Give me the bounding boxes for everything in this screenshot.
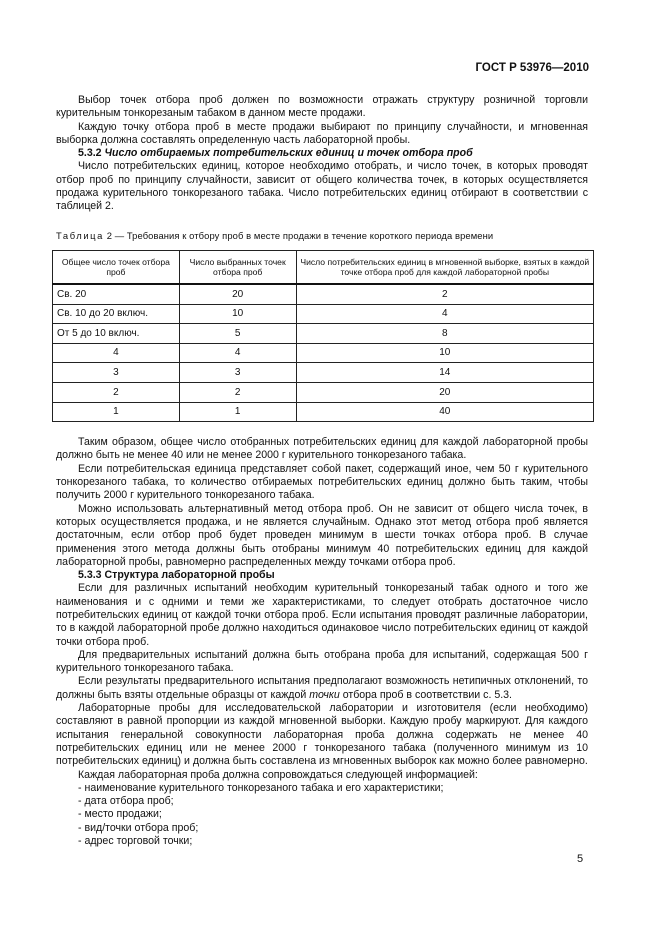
table-cell: Св. 20 [53, 284, 180, 304]
text-run: отбора проб в соответствии с. 5.3. [339, 688, 513, 701]
table-cell: 14 [296, 363, 593, 383]
table-cell: 20 [179, 284, 296, 304]
table-cell: 2 [179, 382, 296, 402]
column-header: Число потребительских единиц в мгновенной выборке, взятых в каждой точке отбора проб для каждой лабораторной пробы [296, 250, 593, 284]
table-cell: 4 [179, 343, 296, 363]
column-header: Число выбранных точек отбора проб [179, 250, 296, 284]
italic-word: точки [309, 688, 340, 701]
list-item: - адрес торговой точки; [78, 835, 193, 848]
table-cell: 1 [179, 402, 296, 422]
table-row [53, 402, 594, 422]
table-cell: 8 [296, 324, 593, 344]
table-row [53, 343, 594, 363]
table-cell: 3 [53, 363, 180, 383]
table-caption [56, 229, 588, 242]
table-row [53, 382, 594, 402]
table-row [53, 363, 594, 383]
paragraph: Если потребительская единица представляет собой пакет, содержащий иное, чем 50 г курительного тонкорезаного табака, то количество отбираемых потребительских единиц должно быть таким, чтобы получить 2000 г курительного тонкорезаного табака. [56, 462, 588, 502]
table-caption-prefix: Таблица [56, 229, 104, 241]
table-cell: 4 [53, 343, 180, 363]
paragraph: Для предварительных испытаний должна быть отобрана проба для испытаний, содержащая 500 г курительного тонкорезаного табака. [56, 648, 588, 675]
list-item: - место продажи; [78, 808, 162, 821]
paragraph: Если для различных испытаний необходим курительный тонкорезаный табак одного и того же наименования и с одними и теми же характеристиками, то следует отобрать достаточное число потребительских единиц от каждой точки отбора проб. Если испытания проводят различные лаборатории, то в каждой лабораторной пробе должно находиться одинаковое число потребительских единиц от каждой точки отбора проб. [56, 582, 588, 648]
table-row [53, 304, 594, 324]
paragraph: Каждая лабораторная проба должна сопровождаться следующей информацией: [78, 768, 478, 781]
table-cell: От 5 до 10 включ. [53, 324, 180, 344]
section-heading-5-3-2 [56, 147, 588, 160]
sampling-table [52, 250, 594, 422]
text-run: Если результаты предварительного испытания предполагают возможность нетипичных отклонений, то должны быть взяты отдельные образцы от каждой [56, 675, 588, 701]
table-cell: 1 [53, 402, 180, 422]
paragraph: Выбор точек отбора проб должен по возможности отражать структуру розничной торговли курительным тонкорезаным табаком в данном месте продажи. [56, 94, 588, 120]
paragraph: Можно использовать альтернативный метод отбора проб. Он не зависит от общего числа точек, в которых осуществляется продажа, и не является случайным. Однако этот метод отбора проб является достаточным, если отбор проб будет проведен минимум в шести точках отбора проб. В случае применения этого метода должны быть отобраны минимум 40 потребительских единиц для каждой лабораторной пробы, равномерно распределенных между точками отбора проб. [56, 502, 588, 568]
document-header: ГОСТ Р 53976—2010 [475, 62, 589, 74]
table-cell: 5 [179, 324, 296, 344]
table-cell: Св. 10 до 20 включ. [53, 304, 180, 324]
table-cell: 40 [296, 402, 593, 422]
table-cell: 3 [179, 363, 296, 383]
paragraph-with-italic [56, 675, 588, 702]
table-cell: 2 [53, 382, 180, 402]
list-item: - наименование курительного тонкорезаного табака и его характеристики; [78, 781, 444, 794]
list-item: - дата отбора проб; [78, 795, 174, 808]
table-caption-text: 2 — Требования к отбору проб в месте продажи в течение короткого периода времени [106, 229, 494, 241]
section-number: 5.3.2 [78, 147, 102, 160]
page-content [56, 94, 588, 848]
section-title: Число отбираемых потребительских единиц и точек отбора проб [104, 147, 473, 160]
paragraph: Число потребительских единиц, которое необходимо отобрать, и число точек, в которых проводят отбор проб по принципу случайности, зависит от общего количества точек, в которых осуществляется продажа курительного тонкорезаного табака. Число потребительских единиц отбирают в соответствии с таблицей 2. [56, 160, 588, 213]
table-header-row [53, 250, 594, 284]
paragraph: Лабораторные пробы для исследовательской лаборатории и изготовителя (если необходимо) составляют в равной пропорции из каждой мгновенной выборки. Каждую пробу маркируют. Для каждого испытания генеральной совокупности лабораторная проба должна содержать не менее 40 потребительских единиц или не менее 2000 г тонкорезаного табака (полученного минимум из 10 потребительских единиц) и должна быть составлена из мгновенных выборок как можно более равномерно. [56, 702, 588, 768]
table-row [53, 324, 594, 344]
list-item: - вид/точки отбора проб; [78, 821, 199, 834]
page-number: 5 [577, 853, 584, 865]
paragraph: Каждую точку отбора проб в месте продажи выбирают по принципу случайности, и мгновенная выборка должна составлять определенную часть лабораторной пробы. [56, 120, 588, 146]
table-cell: 2 [296, 284, 593, 304]
paragraph: Таким образом, общее число отобранных потребительских единиц для каждой лабораторной пробы должно быть не менее 40 или не менее 2000 г курительного тонкорезаного табака. [56, 436, 588, 462]
section-number: 5.3.3 [78, 569, 102, 582]
column-header: Общее число точек отбора проб [53, 250, 180, 284]
table-cell: 4 [296, 304, 593, 324]
table-row [53, 284, 594, 304]
table-cell: 10 [179, 304, 296, 324]
section-title: Структура лабораторной пробы [104, 569, 275, 582]
section-heading-5-3-3 [56, 569, 588, 582]
table-cell: 10 [296, 343, 593, 363]
table-cell: 20 [296, 382, 593, 402]
